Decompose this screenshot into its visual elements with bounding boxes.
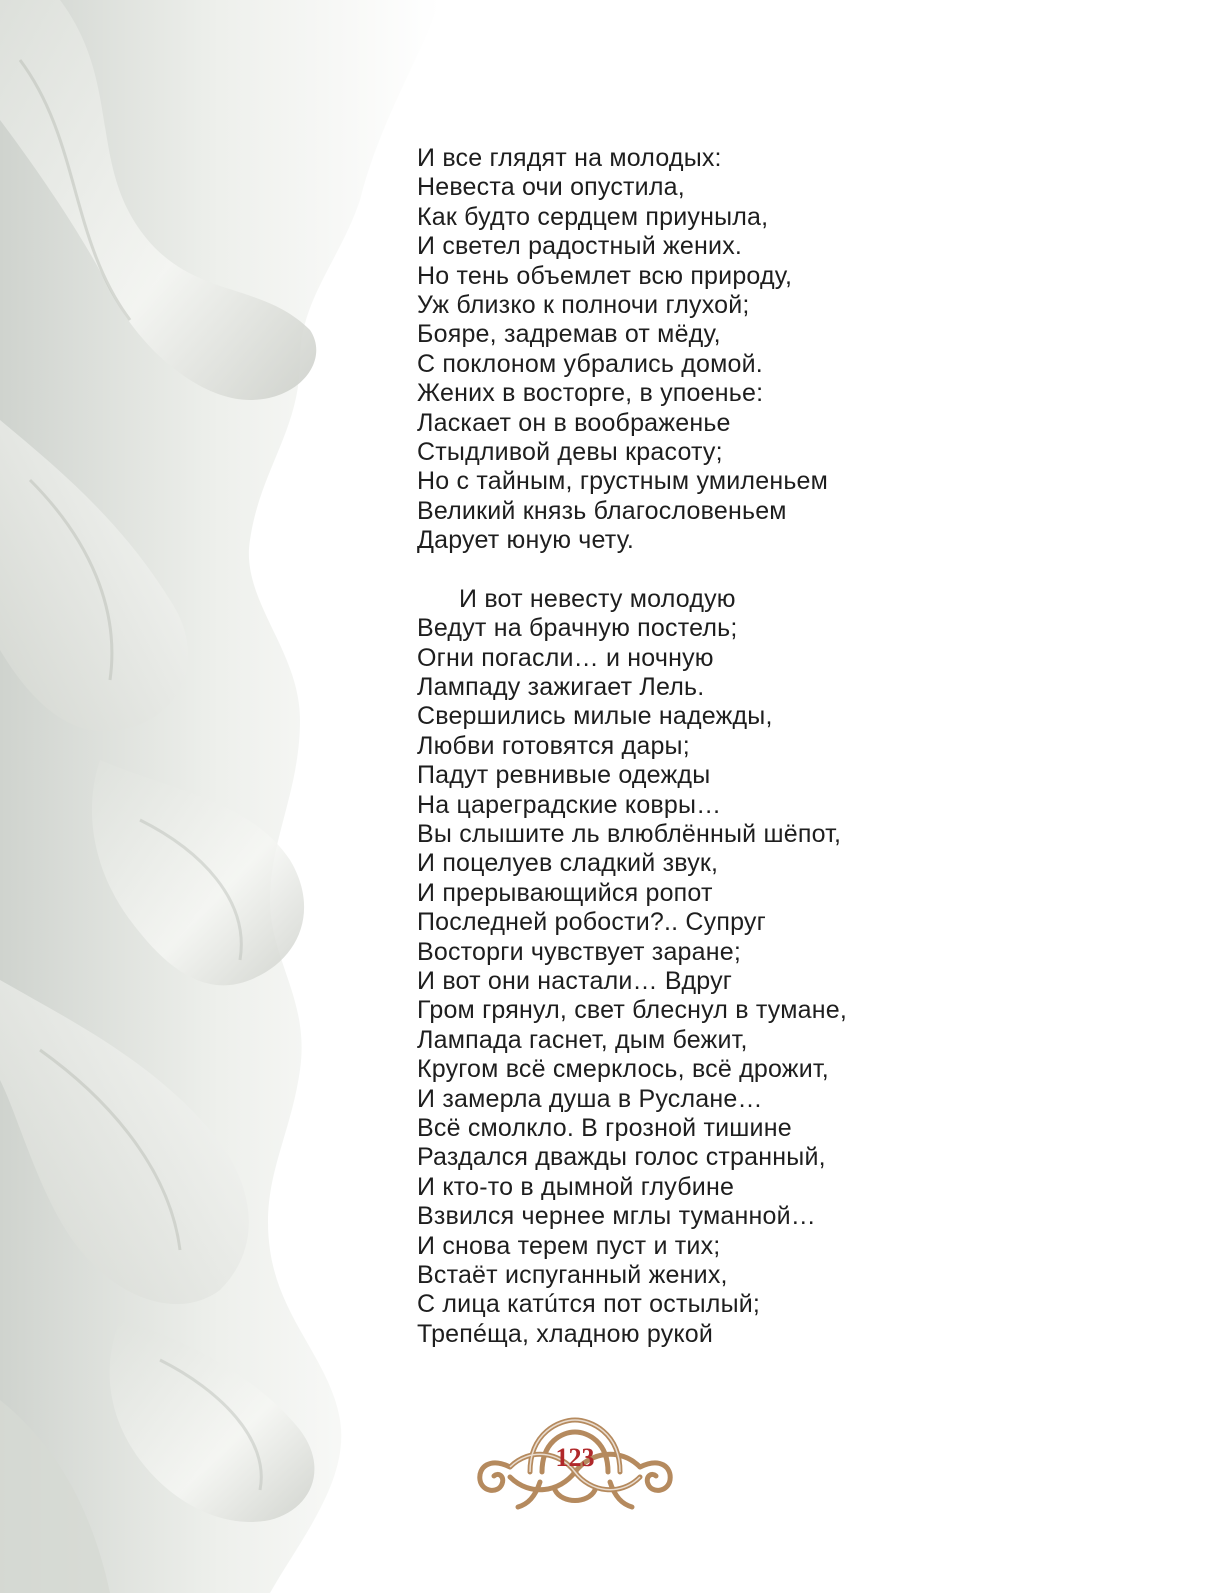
poem-line: И светел радостный жених. bbox=[417, 232, 743, 261]
page-number: 123 bbox=[555, 1443, 595, 1472]
poem-line-indented: И вот невесту молодую bbox=[459, 584, 736, 613]
poem-line: И вот они настали… Вдруг bbox=[417, 966, 733, 995]
poem-line: Невеста очи опустила, bbox=[417, 173, 685, 202]
poem-line: На цареградские ковры… bbox=[417, 790, 722, 819]
poem-line: Стыдливой девы красоту; bbox=[417, 438, 723, 467]
poem-line: Лампаду зажигает Лель. bbox=[417, 672, 705, 701]
poem-line: Великий князь благословеньем bbox=[417, 496, 787, 525]
poem-line: Как будто сердцем приуныла, bbox=[417, 202, 769, 231]
poem-line: Лампада гаснет, дым бежит, bbox=[417, 1025, 748, 1054]
poem-line: Огни погасли… и ночную bbox=[417, 643, 714, 672]
poem-line: Бояре, задремав от мёду, bbox=[417, 320, 721, 349]
poem-line: Ведут на брачную постель; bbox=[417, 614, 738, 643]
poem-line: Последней робости?.. Супруг bbox=[417, 908, 766, 937]
poem-line: Восторги чувствует заране; bbox=[417, 937, 742, 966]
poem-line: Кругом всё смерклось, всё дрожит, bbox=[417, 1055, 829, 1084]
stanza-1 bbox=[417, 144, 1117, 556]
poem-line: Вы слышите ль влюблённый шёпот, bbox=[417, 819, 842, 848]
poem-line: Ласкает он в воображенье bbox=[417, 408, 731, 437]
poem-line: И прерывающийся ропот bbox=[417, 878, 713, 907]
stanza-2 bbox=[417, 585, 1117, 1350]
poem-line: Но тень объемлет всю природу, bbox=[417, 261, 793, 290]
poem-line: С лица катúтся пот остылый; bbox=[417, 1290, 761, 1319]
poem-line: И кто-то в дымной глубине bbox=[417, 1172, 735, 1201]
poem-line: Гром грянул, свет блеснул в тумане, bbox=[417, 996, 847, 1025]
poem-line: И замерла душа в Руслане… bbox=[417, 1084, 763, 1113]
poem-line: Любви готовятся дары; bbox=[417, 731, 690, 760]
poem-line: Раздался дважды голос странный, bbox=[417, 1143, 826, 1172]
poem-line: И поцелуев сладкий звук, bbox=[417, 849, 719, 878]
poem-line: Взвился чернее мглы туманной… bbox=[417, 1202, 816, 1231]
poem-line: Жених в восторге, в упоенье: bbox=[417, 379, 764, 408]
poem-line: Свершились милые надежды, bbox=[417, 702, 773, 731]
poem-line: Дарует юную чету. bbox=[417, 526, 635, 555]
poem-line: Встаёт испуганный жених, bbox=[417, 1261, 728, 1290]
poem-line: Но с тайным, грустным умиленьем bbox=[417, 467, 829, 496]
poem-line: Уж близко к полночи глухой; bbox=[417, 291, 750, 320]
poem-text bbox=[417, 144, 1117, 1349]
poem-line: И все глядят на молодых: bbox=[417, 144, 722, 172]
poem-line: Всё смолкло. В грозной тишине bbox=[417, 1114, 792, 1142]
poem-line: Трепéща, хладною рукой bbox=[417, 1319, 714, 1348]
white-drapery-illustration bbox=[0, 0, 470, 1593]
poem-line: Падут ревнивые одежды bbox=[417, 761, 711, 790]
poem-line: С поклоном убрались домой. bbox=[417, 349, 763, 378]
poem-line: И снова терем пуст и тих; bbox=[417, 1231, 721, 1260]
